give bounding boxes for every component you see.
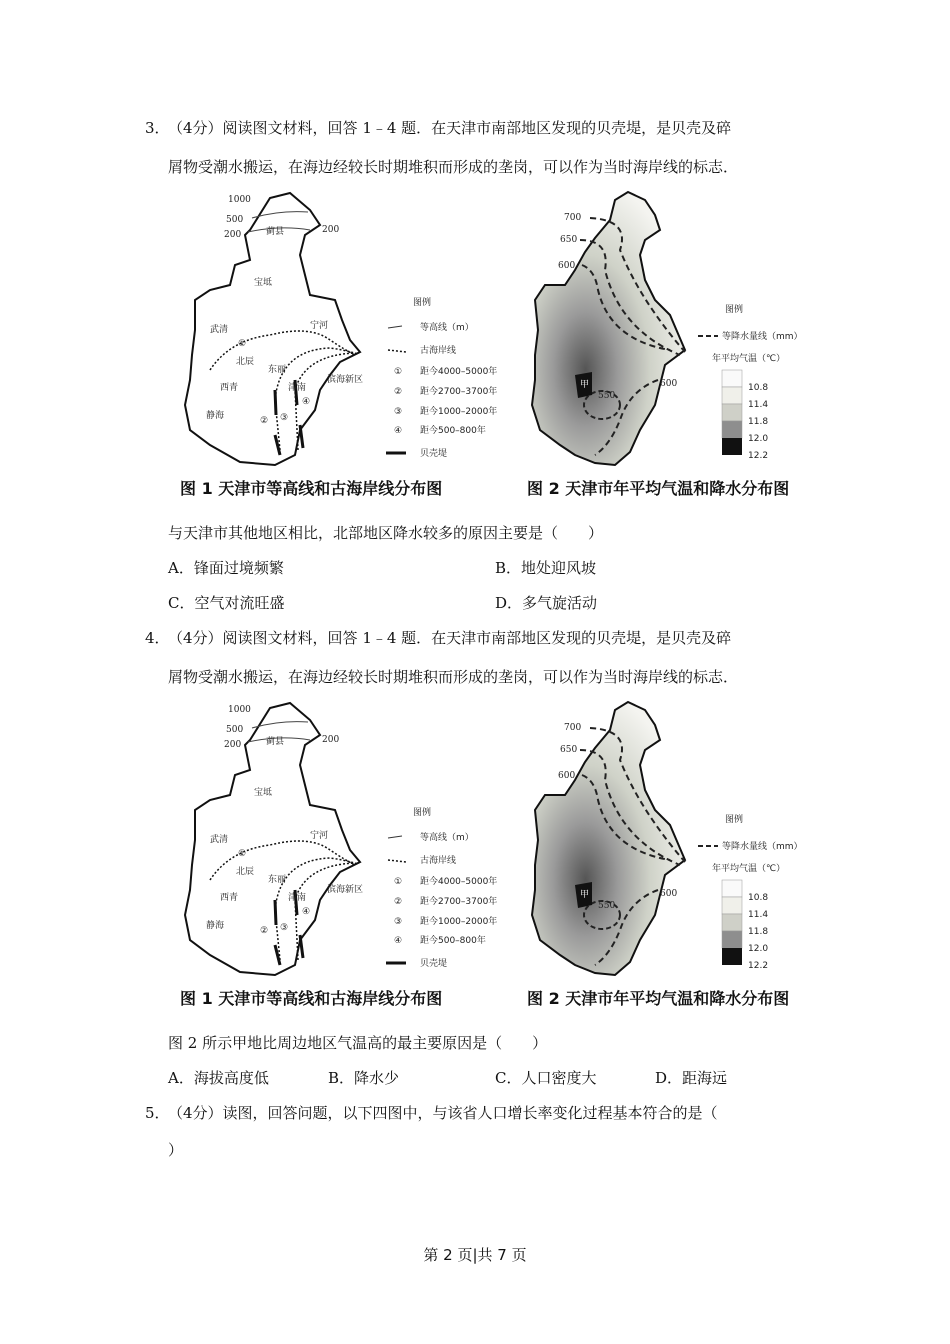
temp-scale-label: 12.0 bbox=[748, 434, 769, 444]
legend-item: 距今4000–5000年 bbox=[420, 877, 498, 887]
figure-graphic bbox=[170, 700, 850, 1020]
place-label: 宁河 bbox=[310, 831, 329, 841]
question-5-number: 5． bbox=[145, 1104, 170, 1122]
place-label: 滨海新区 bbox=[327, 375, 364, 385]
question-4-stem: （4分）阅读图文材料，回答 1﹣4 题．在天津市南部地区发现的贝壳堤，是贝壳及碎 bbox=[168, 629, 732, 647]
legend-item: 古海岸线 bbox=[420, 856, 457, 866]
temp-scale-label: 12.2 bbox=[748, 451, 769, 461]
question-3-figures bbox=[170, 190, 840, 510]
temp-scale-label: 11.8 bbox=[748, 927, 769, 937]
legend-item: 年平均气温（℃） bbox=[712, 864, 786, 874]
figure-1-map bbox=[185, 193, 363, 465]
isohyet-label: 550 bbox=[598, 901, 616, 911]
contour-label: 200 bbox=[322, 225, 340, 235]
figure-2-map bbox=[532, 192, 685, 465]
legend-symbol: ② bbox=[394, 897, 403, 907]
question-3-number: 3． bbox=[145, 119, 170, 137]
isohyet-label: 550 bbox=[598, 391, 616, 401]
legend-item: 距今2700–3700年 bbox=[420, 897, 498, 907]
place-label: 东丽 bbox=[268, 875, 287, 885]
option-d[interactable]: D．多气旋活动 bbox=[495, 594, 598, 612]
legend-title: 图例 bbox=[725, 305, 744, 315]
legend-title: 图例 bbox=[413, 298, 432, 308]
place-label: 津南 bbox=[288, 383, 307, 393]
option-b[interactable]: B．地处迎风坡 bbox=[495, 559, 597, 577]
option-a[interactable]: A．锋面过境频繁 bbox=[168, 559, 284, 577]
legend-symbol: ④ bbox=[394, 936, 403, 946]
place-label: 宝坻 bbox=[254, 788, 273, 798]
marker-label: ② bbox=[260, 926, 269, 936]
contour-label: 200 bbox=[322, 735, 340, 745]
option-c[interactable]: C．空气对流旺盛 bbox=[168, 594, 285, 612]
place-label: 蓟县 bbox=[266, 737, 285, 747]
legend-item: 贝壳堤 bbox=[420, 449, 448, 459]
temp-scale-label: 11.8 bbox=[748, 417, 769, 427]
place-label: 北辰 bbox=[236, 357, 255, 367]
legend-title: 图例 bbox=[413, 808, 432, 818]
question-4-figures bbox=[170, 700, 840, 1020]
question-3-stem: （4分）阅读图文材料，回答 1﹣4 题．在天津市南部地区发现的贝壳堤，是贝壳及碎 bbox=[168, 119, 732, 137]
figure-2-caption: 图 2 天津市年平均气温和降水分布图 bbox=[527, 479, 790, 498]
contour-label: 1000 bbox=[228, 705, 251, 715]
option-a[interactable]: A．海拔高度低 bbox=[168, 1069, 269, 1087]
place-label: 津南 bbox=[288, 893, 307, 903]
legend-item: 贝壳堤 bbox=[420, 959, 448, 969]
tianjin-outline bbox=[532, 702, 685, 975]
figure-1-legend bbox=[386, 806, 497, 969]
isohyet-label: 600 bbox=[660, 379, 678, 389]
contour-label: 200 bbox=[224, 230, 242, 240]
figure-1-caption: 图 1 天津市等高线和古海岸线分布图 bbox=[180, 479, 443, 498]
marker-label: ① bbox=[238, 339, 247, 349]
figure-2-map bbox=[532, 702, 685, 975]
figure-2-caption: 图 2 天津市年平均气温和降水分布图 bbox=[527, 989, 790, 1008]
legend-item: 距今1000–2000年 bbox=[420, 407, 498, 417]
place-label: 武清 bbox=[210, 835, 229, 845]
question-3-stem: 屑物受潮水搬运，在海边经较长时期堆积而形成的垄岗，可以作为当时海岸线的标志． bbox=[168, 158, 739, 176]
figure-1-map bbox=[185, 703, 363, 975]
figure-1-legend bbox=[386, 296, 497, 459]
marker-label: ③ bbox=[280, 413, 289, 423]
legend-item: 等高线（m） bbox=[420, 833, 474, 843]
place-label: 北辰 bbox=[236, 867, 255, 877]
legend-symbol: ③ bbox=[394, 407, 403, 417]
question-4-number: 4． bbox=[145, 629, 170, 647]
place-jia: 甲 bbox=[580, 380, 590, 390]
marker-label: ① bbox=[238, 849, 247, 859]
isohyet-label: 600 bbox=[660, 889, 678, 899]
legend-item: 距今1000–2000年 bbox=[420, 917, 498, 927]
temp-scale-label: 11.4 bbox=[748, 910, 769, 920]
place-label: 静海 bbox=[206, 411, 225, 421]
place-label: 武清 bbox=[210, 325, 229, 335]
temp-scale-label: 12.2 bbox=[748, 961, 769, 971]
legend-symbol: ③ bbox=[394, 917, 403, 927]
question-4-prompt: 图 2 所示甲地比周边地区气温高的最主要原因是（ ） bbox=[168, 1034, 548, 1052]
legend-item: 距今500–800年 bbox=[420, 936, 486, 946]
temp-scale-label: 12.0 bbox=[748, 944, 769, 954]
legend-symbol: ② bbox=[394, 387, 403, 397]
isohyet-label: 650 bbox=[560, 745, 578, 755]
question-5-stem: ） bbox=[168, 1141, 184, 1159]
legend-item: 古海岸线 bbox=[420, 346, 457, 356]
place-label: 滨海新区 bbox=[327, 885, 364, 895]
legend-symbol: ① bbox=[394, 877, 403, 887]
temp-scale-label: 10.8 bbox=[748, 383, 769, 393]
contour-label: 500 bbox=[226, 215, 244, 225]
marker-label: ② bbox=[260, 416, 269, 426]
figure-1-caption: 图 1 天津市等高线和古海岸线分布图 bbox=[180, 989, 443, 1008]
legend-item: 年平均气温（℃） bbox=[712, 354, 786, 364]
legend-title: 图例 bbox=[725, 815, 744, 825]
legend-symbol: ① bbox=[394, 367, 403, 377]
isohyet-label: 700 bbox=[564, 213, 582, 223]
legend-item: 等降水量线（mm） bbox=[722, 842, 803, 852]
page-footer: 第 2 页|共 7 页 bbox=[423, 1246, 527, 1264]
contour-label: 500 bbox=[226, 725, 244, 735]
marker-label: ④ bbox=[302, 397, 311, 407]
isohyet-label: 600 bbox=[558, 261, 576, 271]
figure-2-legend bbox=[698, 303, 803, 461]
temp-scale-label: 11.4 bbox=[748, 400, 769, 410]
isohyet-label: 600 bbox=[558, 771, 576, 781]
question-5-stem: （4分）读图，回答问题，以下四图中，与该省人口增长率变化过程基本符合的是（ bbox=[168, 1104, 718, 1122]
legend-item: 距今500–800年 bbox=[420, 426, 486, 436]
legend-item: 距今2700–3700年 bbox=[420, 387, 498, 397]
place-label: 宁河 bbox=[310, 321, 329, 331]
legend-item: 等高线（m） bbox=[420, 323, 474, 333]
contour-label: 1000 bbox=[228, 195, 251, 205]
legend-symbol: ④ bbox=[394, 426, 403, 436]
tianjin-outline bbox=[532, 192, 685, 465]
question-3-prompt: 与天津市其他地区相比，北部地区降水较多的原因主要是（ ） bbox=[168, 524, 604, 542]
place-label: 东丽 bbox=[268, 365, 287, 375]
temp-scale-label: 10.8 bbox=[748, 893, 769, 903]
place-label: 静海 bbox=[206, 921, 225, 931]
marker-label: ③ bbox=[280, 923, 289, 933]
place-label: 西青 bbox=[220, 383, 239, 393]
option-d[interactable]: D．距海远 bbox=[655, 1069, 728, 1087]
figure-2-legend bbox=[698, 813, 803, 971]
place-label: 宝坻 bbox=[254, 278, 273, 288]
contour-label: 200 bbox=[224, 740, 242, 750]
legend-item: 距今4000–5000年 bbox=[420, 367, 498, 377]
legend-item: 等降水量线（mm） bbox=[722, 332, 803, 342]
figure-graphic bbox=[170, 190, 850, 510]
option-b[interactable]: B．降水少 bbox=[328, 1069, 400, 1087]
marker-label: ④ bbox=[302, 907, 311, 917]
isohyet-label: 700 bbox=[564, 723, 582, 733]
question-4-stem: 屑物受潮水搬运，在海边经较长时期堆积而形成的垄岗，可以作为当时海岸线的标志． bbox=[168, 668, 739, 686]
place-label: 西青 bbox=[220, 893, 239, 903]
place-jia: 甲 bbox=[580, 890, 590, 900]
option-c[interactable]: C．人口密度大 bbox=[495, 1069, 597, 1087]
isohyet-label: 650 bbox=[560, 235, 578, 245]
place-label: 蓟县 bbox=[266, 227, 285, 237]
